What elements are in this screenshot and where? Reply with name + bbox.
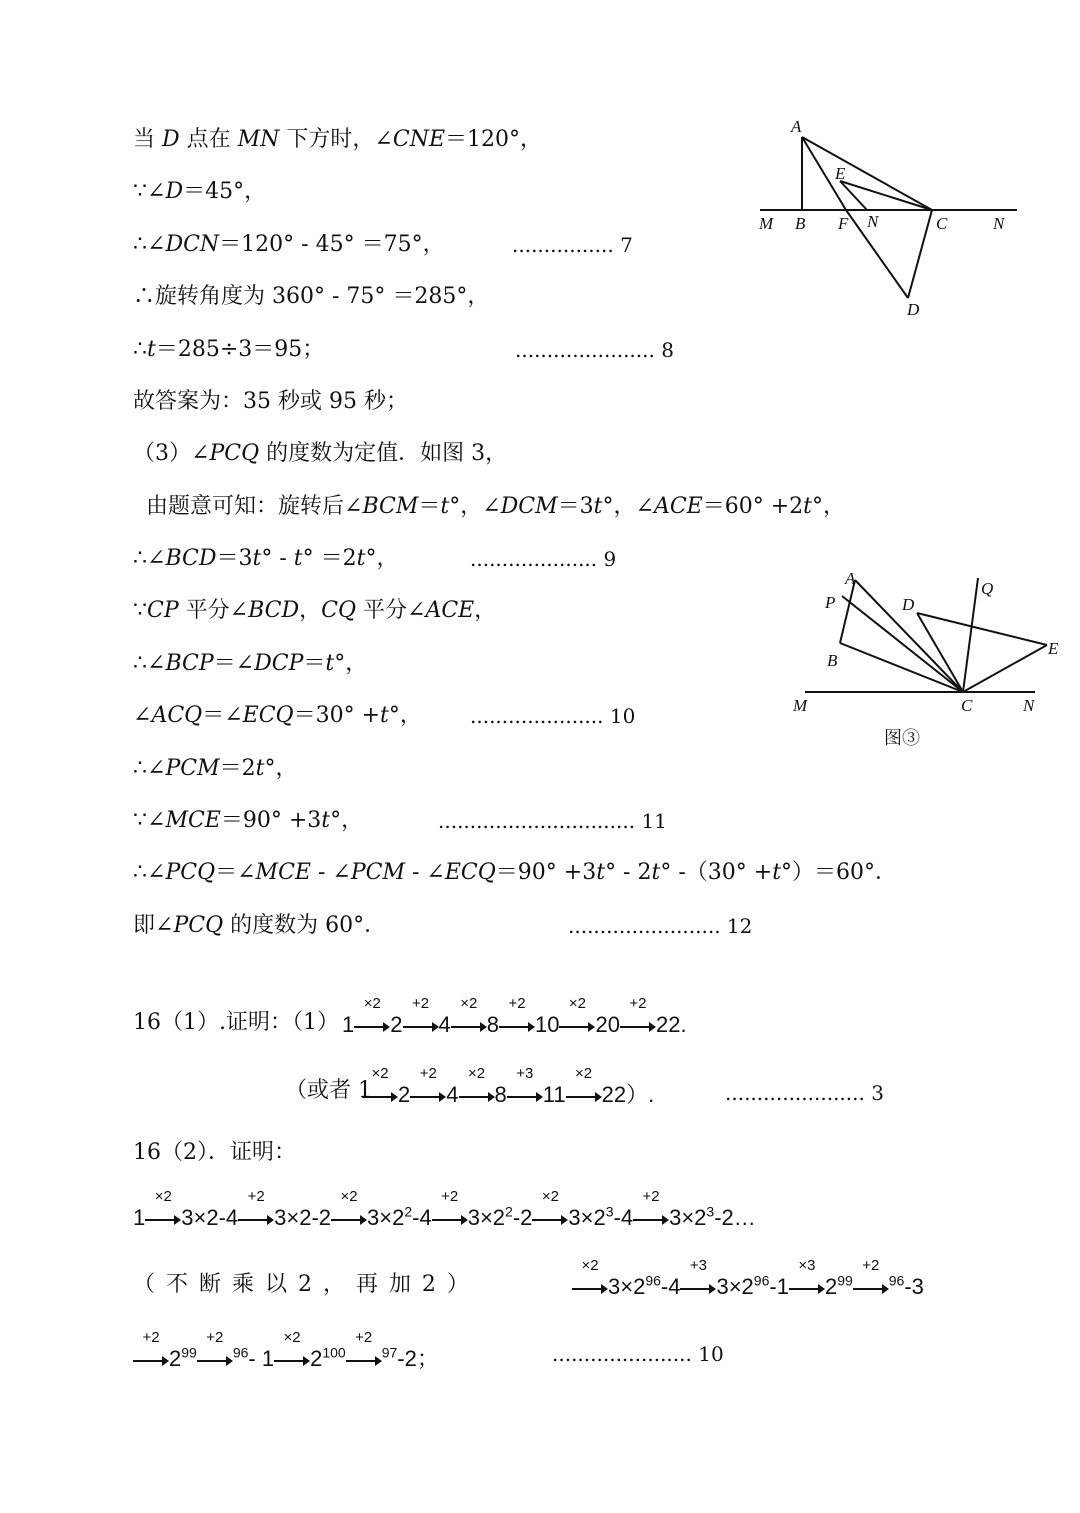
chain-term: -4 [412,1205,432,1230]
chain-term: 2 [398,1082,411,1107]
chain-term: -3 [904,1274,924,1299]
arrow-4 [459,1065,495,1102]
line-10: ∵CP 平分∠BCD，CQ 平分∠ACE， [133,598,497,623]
chain-term: 2 [390,1012,403,1037]
arrow-label: +2 [508,995,526,1012]
chain-term: -1 [769,1274,789,1299]
chain-term: 3×2 [568,1205,606,1230]
chain-term: 3×2 [467,1205,506,1230]
arrow-0 [572,1257,608,1294]
arrow-11 [853,1257,889,1294]
arrow-7 [499,995,535,1032]
score-mark-3: ...................... 3 [725,1081,884,1105]
chain-term: 3×2 [716,1274,754,1299]
label-C: C [961,696,973,715]
arrow-5 [451,995,487,1032]
q16-p1-chain [342,995,687,1038]
arrow-label: +2 [142,1329,160,1346]
exponent: 2 [505,1203,513,1220]
line-7: （3）∠PCQ 的度数为定值．如图 3， [133,441,508,466]
chain-term: 3×2 [367,1205,405,1230]
chain-term: 1 [342,1012,355,1037]
arrow-17 [633,1188,669,1225]
label-Q: Q [981,579,994,598]
line-8: 由题意可知：旋转后∠BCM＝t°，∠DCM＝3t°，∠ACE＝60° +2t°， [146,494,846,519]
arrow-label: +3 [516,1065,534,1082]
arrow-label: ×2 [568,995,587,1012]
segment-ec [963,645,1047,692]
arrow-label: +2 [441,1188,459,1205]
q16-p2-line3 [133,1329,439,1373]
label-N2: N [993,214,1005,233]
exponent: 96 [888,1272,905,1289]
chain-term: 22）. [601,1082,655,1107]
line-16: 即∠PCQ 的度数为 60°． [133,913,387,938]
arrow-label: ×2 [575,1065,593,1082]
label-A: A [845,570,856,588]
arrow-label: +2 [629,995,647,1012]
score-mark-11: ............................... 11 [438,809,667,833]
line-6: 故答案为：35 秒或 95 秒； [133,389,408,414]
arrow-6 [507,1065,543,1102]
arrow-label: +2 [206,1329,224,1346]
chain-term: 3×2-4 [181,1205,239,1230]
arrow-label: ×2 [467,1065,486,1082]
exponent: 3 [605,1203,614,1220]
segment-cd [908,210,932,298]
arrow-6 [274,1329,310,1366]
arrow-3 [403,995,439,1032]
exponent: 96 [645,1272,661,1289]
chain-term: 4 [446,1082,459,1107]
line-1: 当 D 点在 MN 下方时，∠CNE＝120°， [133,127,543,152]
q16-p2-head: 16（2）．证明： [133,1140,296,1165]
exponent: 100 [322,1344,346,1361]
label-A: A [791,117,802,136]
arrow-label: ×2 [581,1257,599,1274]
arrow-label: +2 [642,1188,660,1205]
exponent: 96 [232,1344,249,1361]
chain-term: 22. [655,1012,687,1037]
exponent: 96 [753,1272,770,1289]
chain-term: 3×2 [608,1274,646,1299]
arrow-label: ×2 [154,1188,172,1205]
chain-term: 8 [486,1012,499,1037]
chain-term: -4 [613,1205,634,1230]
exponent: 2 [404,1203,413,1220]
arrow-8 [566,1065,602,1102]
arrow-label: ×2 [371,1065,389,1082]
line-5: ∴t＝285÷3＝95； [133,337,325,362]
arrow-11 [620,995,656,1032]
chain-term: 3×2-2 [274,1205,332,1230]
arrow-5 [331,1188,367,1225]
score-mark-9: .................... 9 [470,547,617,571]
q16-p1-head: 16（1）.证明：（1） [133,1010,339,1035]
figure-3-caption: 图③ [884,728,920,749]
arrow-3 [197,1329,233,1366]
figure-1 [755,115,1025,325]
chain-term: -2； [397,1346,439,1371]
label-E: E [1048,639,1059,658]
arrow-0 [133,1329,169,1366]
chain-term: -2… [714,1205,756,1230]
label-F: F [838,214,849,233]
arrow-8 [789,1257,825,1294]
exponent: 99 [181,1344,197,1361]
q16-p2-line1 [133,1188,756,1231]
score-mark-10a: ..................... 10 [470,704,636,728]
score-mark-8: ...................... 8 [515,338,674,362]
label-C: C [936,214,948,233]
chain-term: 2 [824,1274,838,1299]
exponent: 97 [381,1344,398,1361]
label-N1: N [867,212,879,231]
arrow-label: +2 [862,1257,880,1274]
arrow-label: +3 [689,1257,708,1274]
arrow-label: ×2 [363,995,381,1012]
arrow-1 [354,995,390,1032]
q16-p2-line2-text: （ 不 断 乘 以 2 ， 再 加 2 ） [133,1272,469,1297]
arrow-label: ×2 [283,1329,301,1346]
arrow-13 [532,1188,568,1225]
arrow-label: +2 [411,995,430,1012]
arrow-2 [410,1065,446,1102]
label-P: P [825,593,836,612]
q16-p1-alt-chain [362,1065,655,1109]
line-11: ∴∠BCP＝∠DCP＝t°， [133,651,368,676]
label-B: B [827,651,838,670]
chain-term: 2 [310,1346,323,1371]
label-D: D [902,595,915,614]
arrow-3 [238,1188,274,1225]
line-3: ∴∠DCN＝120° - 45° ＝75°， [133,232,445,257]
line-15: ∴∠PCQ＝∠MCE - ∠PCM - ∠ECQ＝90° +3t° - 2t° -（30° +t°）＝60°． [133,860,898,885]
label-E: E [835,164,846,183]
segment-bc [840,643,963,692]
arrow-label: +2 [419,1065,437,1082]
segment-ac [802,137,932,210]
line-12: ∠ACQ＝∠ECQ＝30° +t°， [133,703,422,728]
q16-p2-line2 [572,1257,924,1300]
line-9: ∴∠BCD＝3t° - t° ＝2t°， [133,546,399,571]
chain-term: -4 [660,1274,681,1299]
score-mark-10b: ...................... 10 [552,1342,724,1366]
segment-qc [963,578,978,692]
chain-term: 2 [169,1346,182,1371]
segment-de [917,613,1047,645]
figure-3 [785,570,1070,720]
label-M: M [793,696,808,715]
arrow-9 [432,1188,468,1225]
arrow-4 [680,1257,716,1294]
chain-term: 4 [438,1012,451,1037]
chain-term: -2 [512,1205,533,1230]
arrow-label: ×3 [798,1257,816,1274]
chain-term: 20 [595,1012,620,1037]
arrow-1 [145,1188,181,1225]
line-13: ∴∠PCM＝2t°， [133,756,298,781]
arrow-label: ×2 [541,1188,559,1205]
q16-p1-alt-head: （或者 1 [285,1078,372,1103]
chain-term: 11 [542,1082,566,1107]
line-14: ∵∠MCE＝90° +3t°， [133,808,364,833]
line-4: ∴旋转角度为 360° - 75° ＝285°， [133,284,490,309]
label-B: B [795,214,806,233]
label-N: N [1023,696,1035,715]
chain-term: - 1 [248,1346,275,1371]
arrow-0 [362,1065,398,1102]
arrow-label: +2 [355,1329,373,1346]
line-2: ∵∠D＝45°， [133,179,267,204]
score-mark-12: ........................ 12 [568,914,753,938]
label-M: M [759,214,774,233]
exponent: 3 [706,1203,715,1220]
chain-term: 10 [535,1012,560,1037]
score-mark-7: ................ 7 [512,233,633,257]
segment-ab [840,580,855,643]
arrow-label: ×2 [460,995,478,1012]
arrow-label: ×2 [340,1188,358,1205]
chain-term: 3×2 [669,1205,707,1230]
exponent: 99 [837,1272,853,1289]
chain-term: 1 [133,1205,146,1230]
arrow-label: +2 [247,1188,265,1205]
arrow-9 [346,1329,382,1366]
label-D: D [907,300,920,319]
chain-term: 8 [494,1082,507,1107]
arrow-9 [559,995,595,1032]
